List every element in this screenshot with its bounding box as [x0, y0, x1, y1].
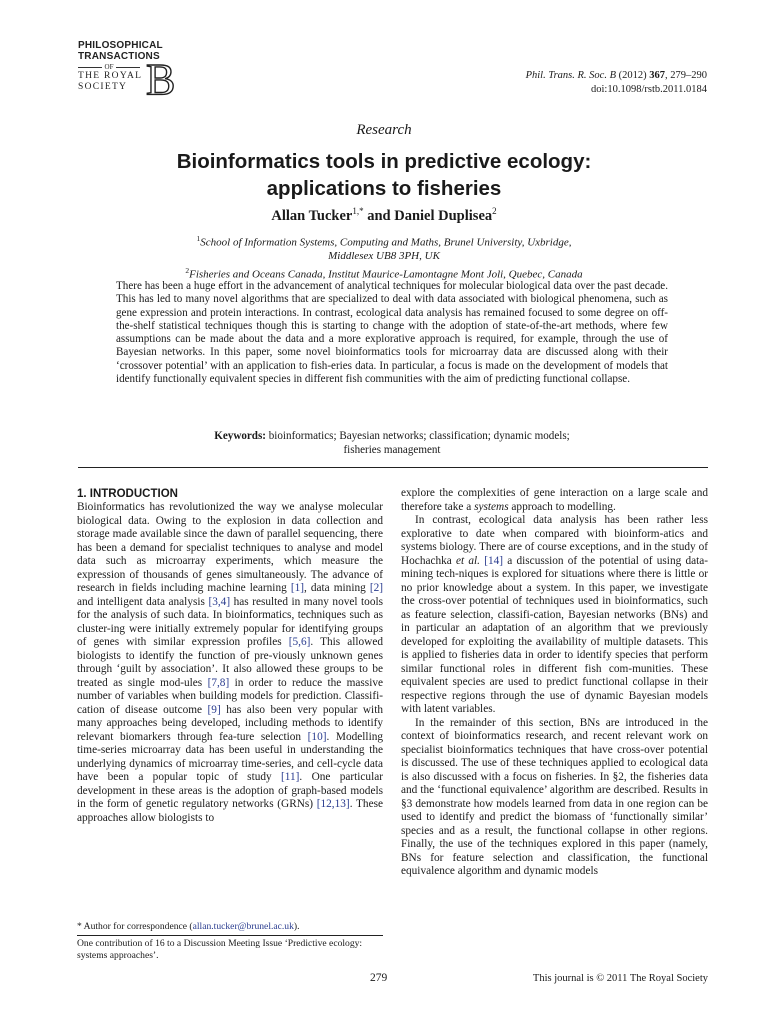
title-line-1: Bioinformatics tools in predictive ecology:	[176, 150, 592, 173]
keywords-label: Keywords:	[214, 430, 266, 442]
journal-reference	[526, 69, 707, 97]
left-column	[77, 487, 383, 825]
author-1-affil: 1,*	[352, 206, 364, 216]
keywords-line-2: fisheries management	[343, 444, 441, 456]
text-run: Bioinformatics has revolutionized the way we analyse molecular biological data. Owing to the explosion in data collection and storage made available since the dawn of parallel sequencing, there has been a demand for specialist techniques to analyse and model data such as microarray experiments, which measure the expression of thousands of genes simultaneously. The advance of research in fields including machine learning	[77, 501, 383, 594]
keywords-line-1	[116, 429, 668, 443]
journal-pages: , 279–290	[665, 70, 707, 81]
logo-of: OF	[104, 63, 114, 71]
logo-letter-b: B	[146, 55, 176, 104]
affiliations	[0, 232, 768, 282]
abstract: There has been a huge effort in the advancement of analytical techniques for molecular biological data over the past decade. This has led to many novel algorithms that are specialized to deal with data associated with biological phenomena, such as gene expression and protein interactions. In contrast, ecological data analysis has remained focused to some degree on off-the-shelf statistical techniques though this is starting to change with the adoption of state-of-the-art methods, where few assumptions can be made about the data and a more explorative approach is required, for example, through the use of Bayesian networks. In this paper, some novel bioinformatics tools for microarray data are discussed along with their ‘crossover potential’ with an application to fish-eries data. In particular, a focus is made on the development of models that identify functionally equivalent species in different fish communities with the aim of predicting functional collapse.	[116, 280, 668, 386]
doi: doi:10.1098/rstb.2011.0184	[591, 84, 707, 95]
intro-paragraph-3: In the remainder of this section, BNs are introduced in the context of bioinformatics research, and recent relevant work on specialist bioinformatics techniques that have cross-over potential is discussed. The use of these techniques applied to ecological data is also discussed with a focus on fisheries. In §2, the fisheries data and the ‘functional equivalence’ algorithm are described. Results in §3 demonstrate how models learned from data in one region can be used to identify and predict the biomass of ‘functionally similar’ species and as a result, the functional collapse in other regions. Finally, the use of the techniques explored in this paper (namely, BNs for feature selection and classification, the functional equivalence algorithm and dynamic models	[401, 716, 708, 877]
text-run: In contrast, ecological data analysis has been rather less explorative to date when compared with bioinform-atics and systems biology. There are of course exceptions, and in the study of Hochachka	[401, 514, 708, 567]
emphasis: et al.	[456, 554, 481, 567]
right-column	[401, 487, 708, 879]
copyright-notice: This journal is © 2011 The Royal Society	[532, 973, 708, 984]
affiliation-1-marker: 1	[196, 234, 201, 243]
authors-and: and	[363, 207, 395, 224]
header-divider	[78, 467, 708, 468]
authors	[0, 206, 768, 225]
affiliation-1-line-1: School of Information Systems, Computing and Maths, Brunel University, Uxbridge,	[200, 236, 572, 249]
logo-line-philosophical: PHILOSOPHICAL	[78, 40, 163, 51]
text-run: * Author for correspondence (	[77, 921, 193, 932]
footnote-divider	[77, 935, 383, 936]
citation-link[interactable]: [7,8]	[207, 676, 230, 689]
keywords	[116, 429, 668, 457]
intro-paragraph-1-cont	[401, 487, 708, 514]
citation-link[interactable]: [3,4]	[208, 595, 231, 608]
text-run: has resulted in many novel tools for the analysis of such data. In bioinformatics, techniques such as cluster-ing were initially extremely popular for identifying groups of genes with similar expression profiles	[77, 595, 384, 648]
citation-link[interactable]: [14]	[484, 554, 504, 567]
affiliation-1	[0, 232, 768, 250]
logo-of-row	[78, 63, 140, 71]
affiliation-2-marker: 2	[185, 265, 190, 275]
citation-link[interactable]: [5,6]	[288, 636, 311, 648]
text-run: . These approaches allow biologists to	[77, 798, 383, 824]
text-run: , data mining	[304, 582, 370, 594]
affiliation-1-line-2: Middlesex UB8 3PH, UK	[328, 250, 440, 263]
correspondence-footnote	[77, 921, 383, 933]
page-number: 279	[370, 972, 388, 984]
author-2-affil: 2	[492, 206, 497, 216]
emphasis: systems	[474, 500, 509, 513]
text-run: . This allowed biologists to identify the function of pre-viously unknown genes through ‘guilt by association’. It also allowed these groups to be treated as single mod-ules	[77, 636, 383, 689]
author-1: Allan Tucker	[271, 207, 353, 224]
text-run: in order to reduce the massive number of variables when building models for prediction. Classifi-cation of disease outcome	[77, 676, 384, 716]
article-type-label: Research	[356, 122, 412, 138]
logo-line-transactions: TRANSACTIONS	[78, 51, 160, 62]
intro-paragraph-1	[77, 501, 383, 825]
journal-volume: 367	[649, 70, 665, 81]
journal-name: Phil. Trans. R. Soc. B	[525, 70, 616, 81]
text-run: . Modelling time-series microarray data has been useful in understanding the underlying dynamics of microarray time-series, and cell-cycle data have been a popular topic of study	[77, 730, 384, 783]
logo-line-the-royal: THE ROYAL	[78, 71, 143, 81]
title-line-2: applications to fisheries	[266, 177, 502, 200]
section-heading-introduction: 1. INTRODUCTION	[77, 488, 178, 500]
keywords-list: bioinformatics; Bayesian networks; classification; dynamic models;	[265, 430, 570, 442]
text-run: . One particular development in these areas is the adoption of graph-based models in the form of genetic regulatory networks (GRNs)	[77, 771, 383, 810]
text-run: has also been very popular with many approaches being developed, including methods to identify relevant biomarkers through fea-ture selection	[77, 703, 383, 743]
text-run: ).	[293, 921, 300, 932]
citation-link[interactable]: [9]	[207, 703, 221, 716]
logo-line-society: SOCIETY	[78, 82, 128, 92]
citation-link[interactable]: [1]	[290, 582, 304, 594]
paper-title	[0, 148, 768, 202]
journal-year: (2012)	[618, 70, 647, 81]
author-email-link[interactable]: allan.tucker@brunel.ac.uk	[192, 921, 294, 932]
text-run: and intelligent data analysis	[77, 595, 209, 608]
citation-line	[526, 69, 707, 83]
citation-link[interactable]: [12,13]	[316, 798, 350, 810]
citation-link[interactable]: [11]	[281, 771, 300, 783]
text-run: a discussion of the potential of using data-mining tech-niques is explored for situations where there is little or no prior knowledge about a system. In this paper, we investigate the cross-over potential of techniques used in bioinformatics, such as feature selection, classifi-cation, Bayesian networks (BNs) and in particular an adaptation of an algorithm that we previously developed for exploiting the availability of multiple datasets. This is applied to fisheries data in order to identify species that perform similar functional roles in different fish com-munities. These equivalent species are used to predict functional collapse in their respective regions through the use of dynamic Bayesian models with latent variables.	[401, 554, 709, 715]
citation-link[interactable]: [2]	[369, 582, 384, 594]
affiliation-2-text: Fisheries and Oceans Canada, Institut Maurice-Lamontagne Mont Joli, Quebec, Canada	[189, 268, 583, 281]
royal-society-logo	[78, 40, 188, 104]
text-run: approach to modelling.	[508, 500, 616, 513]
author-2: Daniel Duplisea	[394, 207, 493, 224]
citation-link[interactable]: [10]	[307, 730, 327, 743]
contribution-footnote: One contribution of 16 to a Discussion Meeting Issue ‘Predictive ecology: systems approaches’.	[77, 938, 363, 961]
intro-paragraph-2	[401, 514, 708, 717]
text-run: explore the complexities of gene interaction on a large scale and therefore take a	[401, 487, 708, 513]
